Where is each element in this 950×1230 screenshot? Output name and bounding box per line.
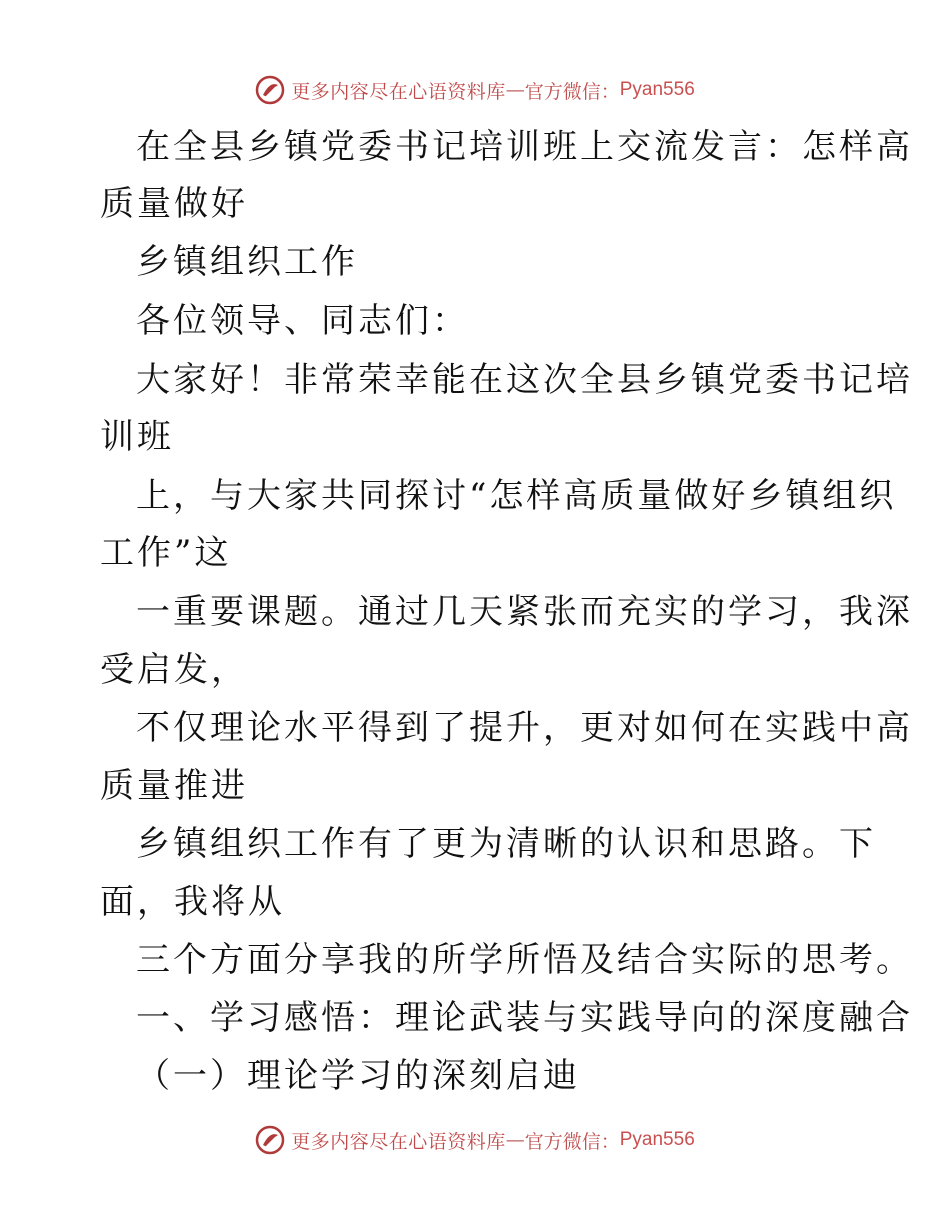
- footer-banner: [0, 1120, 950, 1160]
- paragraph-line: 在全县乡镇党委书记培训班上交流发言：怎样高: [136, 127, 913, 167]
- paragraph-line: 三个方面分享我的所学所悟及结合实际的思考。: [136, 940, 913, 980]
- paragraph-line: 训班: [100, 417, 174, 457]
- subsection-heading: （一）理论学习的深刻启迪: [136, 1056, 580, 1096]
- paragraph-line: 受启发，: [100, 650, 248, 690]
- banner-wechat-label: 官方微信：: [524, 1130, 620, 1153]
- paragraph-line: 质量推进: [100, 766, 248, 806]
- paragraph-line: 工作”这: [100, 533, 232, 573]
- banner-tagline: 更多内容尽在心语资料库: [291, 1130, 506, 1153]
- salutation: 各位领导、同志们：: [136, 301, 469, 341]
- paragraph-line: 质量做好: [100, 184, 248, 224]
- banner-tagline: 更多内容尽在心语资料库: [291, 80, 506, 103]
- logo-icon: [255, 1125, 285, 1155]
- paragraph-line: 乡镇组织工作有了更为清晰的认识和思路。下: [136, 824, 876, 864]
- paragraph-line: 不仅理论水平得到了提升，更对如何在实践中高: [136, 708, 913, 748]
- banner-wechat-label: 官方微信：: [524, 80, 620, 103]
- header-banner: [0, 70, 950, 110]
- paragraph-line: 一重要课题。通过几天紧张而充实的学习，我深: [136, 592, 913, 632]
- paragraph-line: 乡镇组织工作: [136, 242, 358, 282]
- logo-icon: [255, 75, 285, 105]
- banner-wechat-id: Pyan556: [619, 1129, 695, 1150]
- banner-dash: —: [505, 1129, 525, 1151]
- paragraph-line: 大家好！非常荣幸能在这次全县乡镇党委书记培: [136, 360, 913, 400]
- banner-wechat-id: Pyan556: [619, 79, 695, 100]
- banner-dash: —: [505, 79, 525, 101]
- paragraph-line: 面，我将从: [100, 882, 285, 922]
- paragraph-line: 上，与大家共同探讨“怎样高质量做好乡镇组织: [136, 476, 897, 516]
- section-heading: 一、学习感悟：理论武装与实践导向的深度融合: [136, 998, 913, 1038]
